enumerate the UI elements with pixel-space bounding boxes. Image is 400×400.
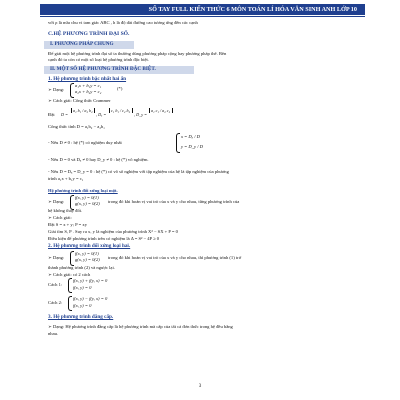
s1-det-dy-matrix: a₁ c₁ / a₂ c₂ [149,108,173,113]
section-i-heading: I. PHƯƠNG PHÁP CHUNG [50,41,114,47]
s1-eq2: a₂x + b₂y = c₂ [75,89,102,94]
s1-dang-label: ➢ Dạng: [48,87,65,92]
arrow-bullet-icon: ➢ [48,255,53,260]
page-header: SỔ TAY FULL KIẾN THỨC 6 MÔN TOÁN LÍ HÓA VĂN SINH ANH LỚP 10 [40,4,365,15]
arrow-bullet-icon: ➢ [48,199,53,204]
general-line-2: cạnh đó ta còn có một số loại hệ phương trình đặc biệt. [48,57,149,62]
s1-case3: - Nếu D = Dₓ = D_y = 0 : hệ (*) có vô số nghiệm với tập nghiệm của hệ là tập nghiệm của phương [48,169,229,174]
sym-desc2: hệ không thay đổi. [48,208,83,213]
sym-desc: trong đó khi hoán vị vai trò của x và y cho nhau, từng phương trình của [108,199,240,204]
s1-det-dx-matrix: c₁ b₁ / c₂ b₂ [109,108,133,113]
s3-line1: ➢ Dạng: Hệ phương trình đẳng cấp là hệ phương trình mà cấp của tất cả đơn thức trong hệ đều bằng [48,324,233,329]
s1-eq1: a₁x + b₁y = c₁ [75,83,102,88]
s2-eq2: g(x, y) = 0(2) [75,257,100,262]
s2-heading: 2. Hệ phương trình đối xứng loại hai. [48,243,131,249]
s1-case3b: trình a₁x + b₁y = c₁ [48,176,84,181]
page-number: 3 [198,384,202,389]
s3-heading: 3. Hệ phương trình đẳng cấp. [48,314,114,320]
s1-sol-x: x = Dₓ / D [181,134,200,139]
sym-cach: ➢ Cách giải: [48,215,72,220]
s1-det-dx-label: , Dₓ = [96,112,107,117]
s2-desc: trong đó khi hoán vị vai trò của x và y cho nhau, thì phương trình (1) trở [108,255,242,260]
s2-dang: ➢ Dạng: [48,255,65,260]
intro-line: với ρ là nửa chu vi tam giác ABC , h là độ dài đường cao tương ứng đến các cạnh [48,20,198,25]
s1-det-d-label: D = [61,112,68,117]
s3-line2: nhau. [48,331,59,336]
s2-c1-brace [68,278,72,293]
s2-c1-eq2: f(x, y) = 0 [73,285,92,290]
sym-heading: Hệ phương trình đối xứng loại một. [48,188,118,193]
s1-system-brace [70,83,74,98]
arrow-bullet-icon: ➢ [48,87,53,92]
sym-dang: ➢ Dạng: [48,199,65,204]
s2-system-brace [70,251,74,266]
s1-cach-giai: ➢ Cách giải: Công thức Crammer [48,98,111,103]
s2-c1-label: Cách 1: [48,282,63,287]
sym-eq1: f(x, y) = 0(1) [75,195,99,200]
s2-eq1: f(x, y) = 0(1) [75,251,99,256]
s2-desc2: thành phương trình (2) và ngược lại. [48,265,115,270]
s1-det-d-matrix: a₁ b₁ / a₂ b₂ [71,108,95,113]
arrow-bullet-icon: ➢ [48,98,53,103]
s1-sol-y: y = D_y / D [181,144,203,149]
section-c-heading: C.HỆ PHƯƠNG TRÌNH ĐẠI SỐ. [48,31,130,37]
s1-heading: 1. Hệ phương trình bậc nhất hai ẩn [48,76,127,82]
general-line-1: Để giải một hệ phương trình đại số ta thường dùng phương pháp cộng hay phương pháp thế. Bên [48,51,227,56]
s2-c2-eq2: f(x, y) = 0 [73,303,92,308]
sym-giai: Giải tìm S, P . Suy ra x, y là nghiệm của phương trình X² − SX + P = 0 [48,229,178,234]
s1-eq-tag: (*) [117,86,123,91]
arrow-bullet-icon: ➢ [48,215,53,220]
s1-case1: - Nếu D ≠ 0 : hệ (*) có nghiệm duy nhất [48,140,122,145]
s1-solution-brace [176,133,180,153]
s2-c2-brace [68,296,72,311]
sym-dat: Đặt S = x + y; P = xy [48,222,87,227]
s1-cong-thuc: Công thức tính D = a₁b₂ − a₂b₁ [48,124,105,129]
header-rule [40,16,365,17]
s1-det-dy-label: , D_y = [134,112,147,117]
sym-eq2: g(x, y) = 0(2) [75,201,100,206]
sym-dieukien: Điều kiện để phương trình trên có nghiệm là Δ = S² − 4P ≥ 0 [48,236,160,241]
arrow-bullet-icon: ➢ [48,324,53,329]
arrow-bullet-icon: ➢ [48,272,53,277]
s2-c1-eq1: f(x, y) + f(y, x) = 0 [73,278,108,283]
s1-dat: Đặt [48,112,55,117]
section-ii-heading: II. MỘT SỐ HỆ PHƯƠNG TRÌNH ĐẶC BIỆT. [50,66,156,72]
s2-c2-label: Cách 2: [48,300,63,305]
s2-cach: ➢ Cách giải: có 2 cách [48,272,91,277]
s2-c2-eq1: f(x, y) − f(y, x) = 0 [73,296,108,301]
s1-case2: - Nếu D = 0 và Dₓ ≠ 0 hay D_y ≠ 0 : hệ (*) vô nghiệm. [48,157,149,162]
